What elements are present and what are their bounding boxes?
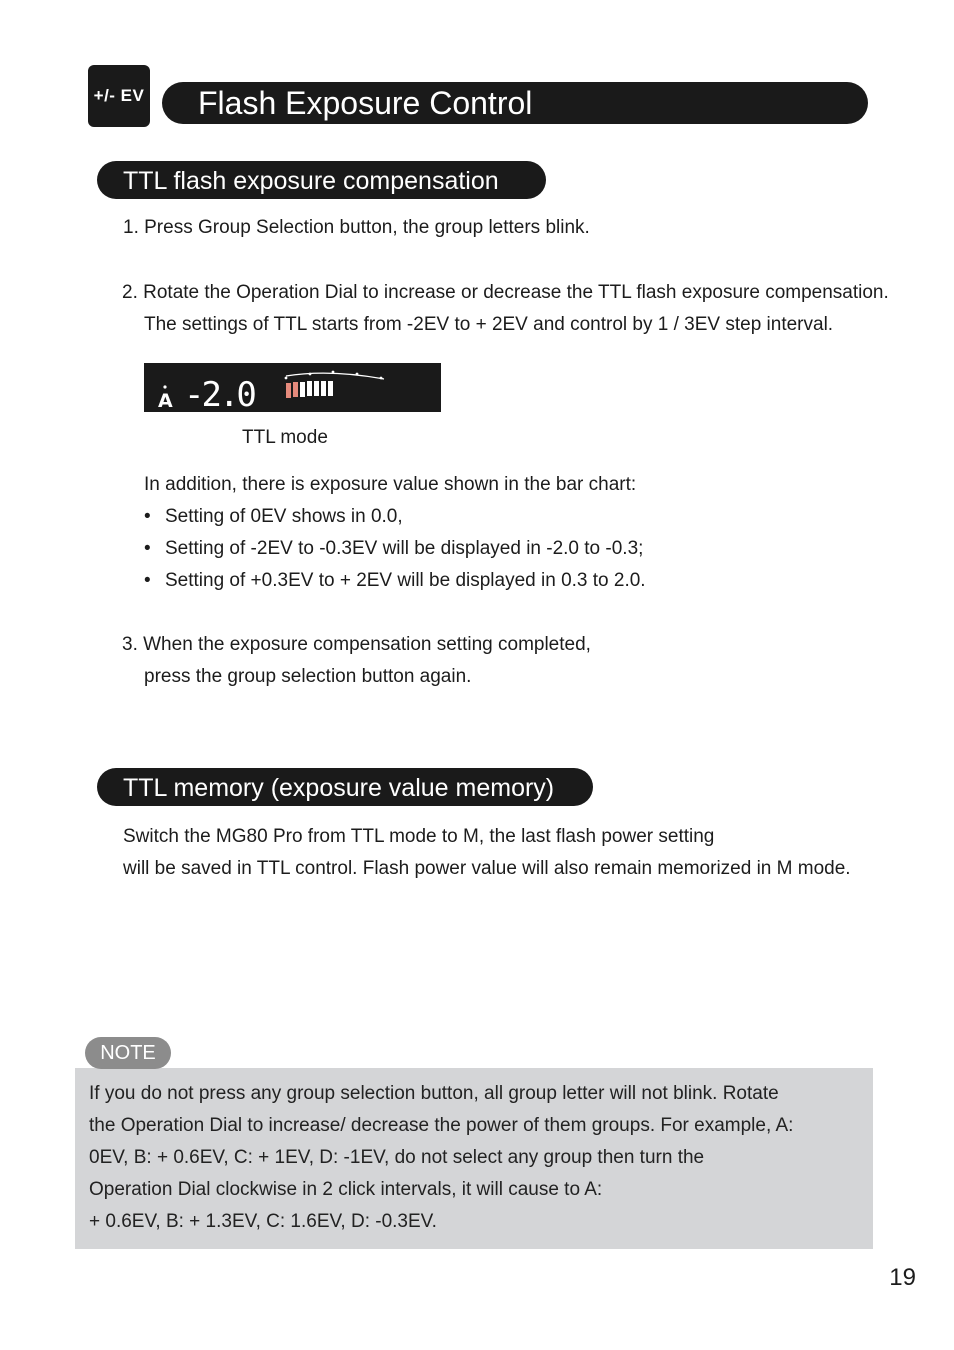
lcd-display <box>144 363 441 412</box>
lcd-group-letter: A <box>158 390 173 412</box>
lcd-bar-segment <box>314 381 319 396</box>
section-heading-ttl-memory: TTL memory (exposure value memory) <box>97 768 593 806</box>
note-line: If you do not press any group selection button, all group letter will not blink. Rotate <box>89 1083 779 1104</box>
lcd-scale-dot <box>332 371 335 374</box>
step-3-detail-text: press the group selection button again. <box>144 666 472 687</box>
lcd-bar-segment <box>293 382 298 397</box>
lcd-scale-dot <box>309 373 312 376</box>
section-heading-ttl-compensation: TTL flash exposure compensation <box>97 161 546 199</box>
bullet-text: Setting of 0EV shows in 0.0, <box>165 506 403 527</box>
note-label: NOTE <box>85 1037 171 1069</box>
lcd-scale-dot <box>380 377 383 380</box>
lcd-bar-segment <box>300 382 305 397</box>
step-2-text: 2. Rotate the Operation Dial to increase or decrease the TTL flash exposure compensation. <box>122 282 889 303</box>
bullet-text: Setting of +0.3EV to + 2EV will be displayed in 0.3 to 2.0. <box>165 570 646 591</box>
lcd-bar-segment <box>307 381 312 396</box>
step-2-detail-text: The settings of TTL starts from -2EV to + 2EV and control by 1 / 3EV step interval. <box>144 314 834 335</box>
step-1-text: 1. Press Group Selection button, the group letters blink. <box>123 217 590 238</box>
bullet-dot: • <box>144 538 151 559</box>
ev-badge: +/- EV <box>88 65 150 127</box>
step-3-text: 3. When the exposure compensation setting completed, <box>122 634 591 655</box>
lcd-bar-segment <box>328 381 333 396</box>
lcd-caption: TTL mode <box>242 427 328 448</box>
lcd-illustration <box>144 363 441 412</box>
page-number: 19 <box>889 1264 916 1291</box>
bar-chart-intro: In addition, there is exposure value shown in the bar chart: <box>144 474 637 495</box>
ttl-memory-text-line1: Switch the MG80 Pro from TTL mode to M, the last flash power setting <box>123 826 715 847</box>
bullet-item <box>144 565 646 597</box>
lcd-bar-segment <box>321 381 326 396</box>
lcd-bar-segment <box>286 383 291 398</box>
lcd-scale-arc <box>286 373 384 379</box>
note-line: + 0.6EV, B: + 1.3EV, C: 1.6EV, D: -0.3EV. <box>89 1211 437 1232</box>
lcd-scale-dot <box>285 377 288 380</box>
note-line: Operation Dial clockwise in 2 click intervals, it will cause to A: <box>89 1179 603 1200</box>
lcd-value-readout: -2.0 <box>184 375 254 412</box>
bullet-item <box>144 501 403 533</box>
note-line: 0EV, B: + 0.6EV, C: + 1EV, D: -1EV, do not select any group then turn the <box>89 1147 705 1168</box>
note-box <box>75 1068 873 1249</box>
lcd-scale-dot <box>356 373 359 376</box>
note-line: the Operation Dial to increase/ decrease the power of them groups. For example, A: <box>89 1115 794 1136</box>
lcd-blink-dot <box>163 385 166 388</box>
bullet-dot: • <box>144 506 151 527</box>
bullet-text: Setting of -2EV to -0.3EV will be displayed in -2.0 to -0.3; <box>165 538 644 559</box>
ttl-memory-text-line2: will be saved in TTL control. Flash power value will also remain memorized in M mode. <box>123 858 851 879</box>
bullet-dot: • <box>144 570 151 591</box>
page-title: Flash Exposure Control <box>162 82 868 124</box>
bullet-item <box>144 533 643 565</box>
